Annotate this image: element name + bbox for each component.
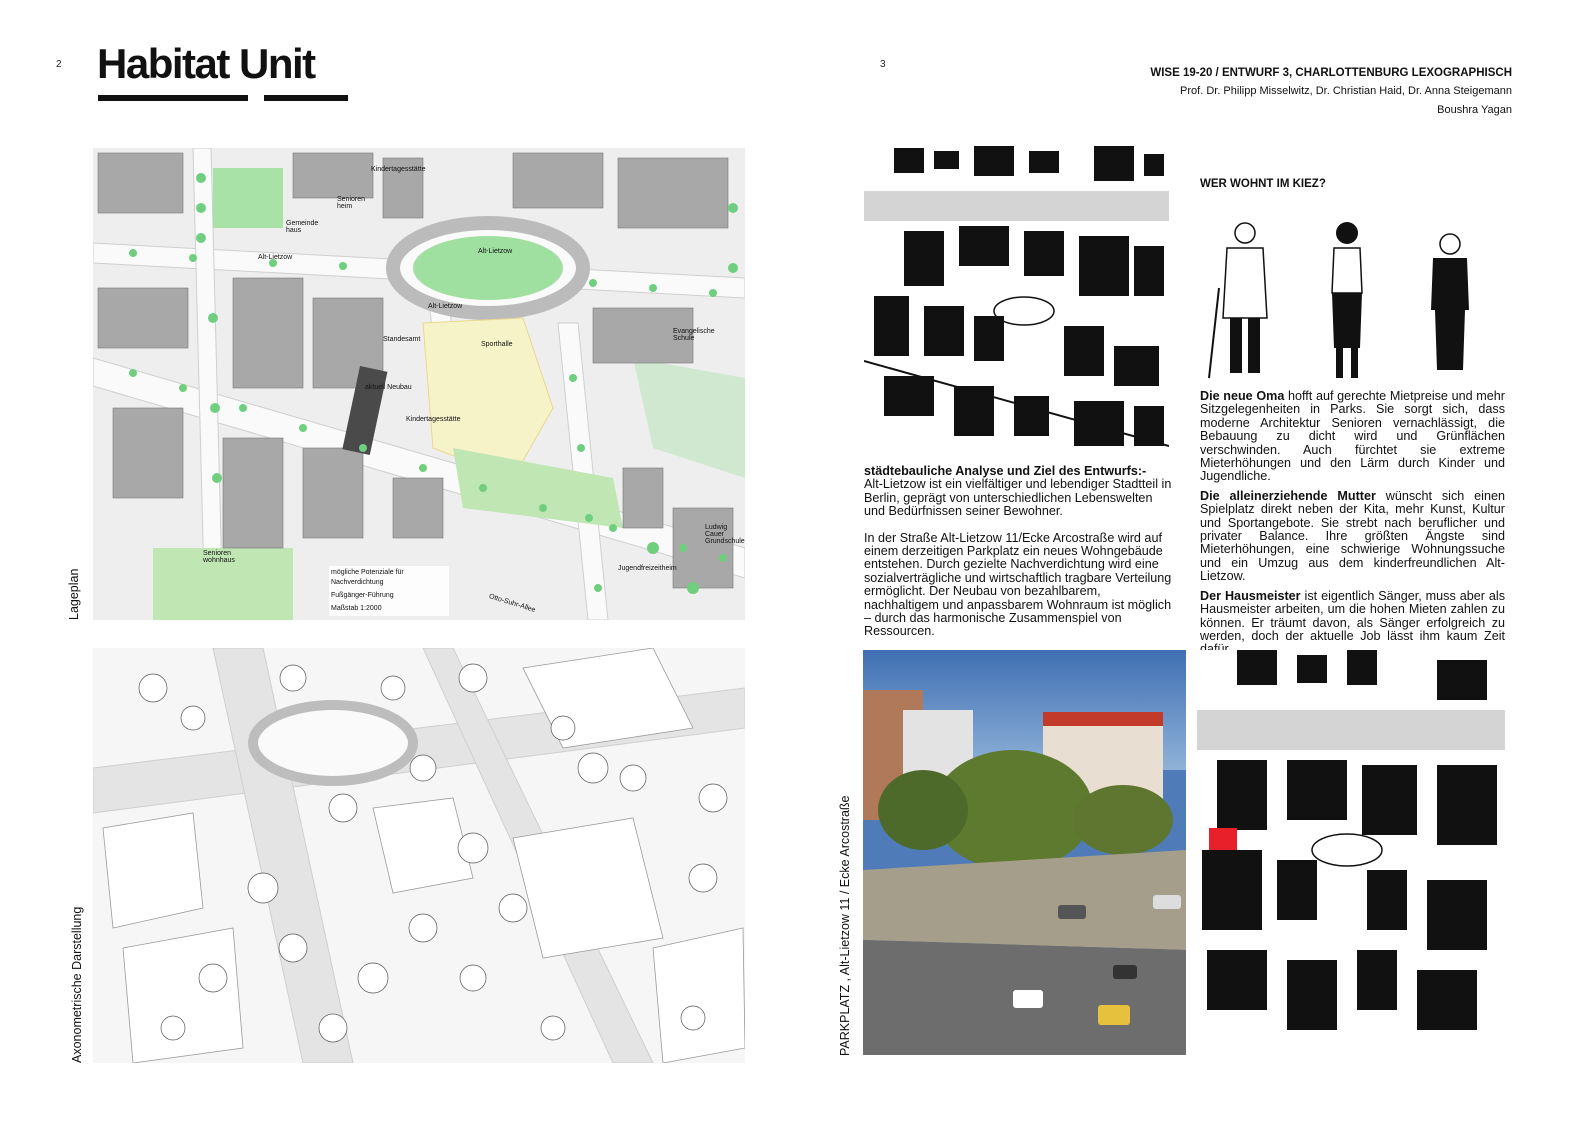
map-label-evangelische-schule: Evangelische Schule	[673, 328, 715, 342]
habitat-unit-logo	[97, 38, 315, 90]
persona-oma	[1200, 390, 1505, 484]
page-number-right: 3	[880, 59, 886, 70]
legend-scale: Maßstab 1:2000	[331, 605, 382, 612]
map-label-neubau: aktuell Neubau	[365, 384, 412, 391]
analysis-heading: städtebauliche Analyse und Ziel des Entwurfs:-	[864, 464, 1147, 478]
persona-mutter	[1200, 490, 1505, 584]
persona-mutter-figure	[1322, 218, 1372, 383]
map-label-senioren-wohnhaus: Senioren wohnhaus	[203, 550, 235, 564]
map-label-alt-lietzow-1: Alt-Lietzow	[258, 254, 293, 261]
parkplatz-photo	[863, 650, 1186, 1055]
lageplan-caption: Lageplan	[67, 568, 81, 620]
figure-ground-plan	[864, 146, 1169, 451]
persona-hausmeister-text: ist eigentlich Sänger, muss aber als Hausmeister arbeiten, um die hohen Mieten zahlen zu können. Er träumt davon, als Sänger erfolgreich zu werden, doch der aktuelle Job lässt ihm kaum Zeit	[1200, 588, 1505, 643]
student-name: Boushra Yagan	[1437, 104, 1512, 116]
persona-hausmeister	[1200, 590, 1505, 657]
course-title: WISE 19-20 / ENTWURF 3, CHARLOTTENBURG LEXOGRAPHISCH	[1150, 67, 1512, 79]
logo-word-habitat: Habitat	[97, 40, 229, 87]
map-label-kita-2: Kindertagesstätte	[406, 416, 461, 423]
map-label-senioren: Senioren heim	[337, 196, 366, 210]
legend-potenziale: mögliche Potenziale für Nachverdichtung	[331, 569, 404, 586]
photo-caption: PARKPLATZ , Alt-Lietzow 11 / Ecke Arcostraße	[838, 795, 852, 1056]
legend-fussgaenger: Fußgänger-Führung	[331, 592, 394, 599]
axo-caption: Axonometrische Darstellung	[70, 906, 84, 1063]
logo-underline-1	[98, 95, 248, 101]
course-authors: Prof. Dr. Philipp Misselwitz, Dr. Christian Haid, Dr. Anna Steigemann	[1180, 85, 1512, 97]
logo-underline-2	[264, 95, 348, 101]
map-legend	[329, 566, 449, 616]
persona-oma-text: hofft auf gerechte Mietpreise und mehr Sitzgelegenheiten in Parks. Sie sorgt sich, dass moderne Architektur Senioren vernachlässigt, die Bebauung zu dicht wird und Grünflächen verschwinden. Auch fürchtet sie extreme Mieterhöhungen und den Lärm durch Kinder und Jugendliche.	[1200, 389, 1505, 484]
persona-oma-name: Die neue Oma	[1200, 389, 1285, 403]
kiez-personas	[1200, 390, 1505, 657]
map-label-alt-lietzow-2: Alt-Lietzow	[478, 248, 513, 255]
analysis-text	[864, 465, 1174, 639]
persona-mutter-name: Die alleinerziehende Mutter	[1200, 488, 1376, 503]
map-label-jugendfreizeitheim: Jugendfreizeitheim	[618, 565, 677, 572]
map-label-alt-lietzow-3: Alt-Lietzow	[428, 303, 463, 310]
persona-hausmeister-figure	[1425, 230, 1475, 380]
figure-ground-site	[1197, 650, 1505, 1055]
map-label-standesamt: Standesamt	[383, 336, 421, 343]
persona-oma-figure	[1205, 218, 1285, 383]
map-label-kita: Kindertagesstätte	[371, 166, 426, 173]
axonometric-drawing	[93, 648, 745, 1063]
kiez-title: WER WOHNT IM KIEZ?	[1200, 178, 1326, 190]
map-label-gemeinde: Gemeinde haus	[286, 220, 319, 234]
analysis-body: In der Straße Alt-Lietzow 11/Ecke Arcostraße wird auf einem derzeitigen Parkplatz ein neues Wohngebäude entstehen. Durch gezielte Nachverdichtung wird eine sozialverträgliche und wirtschaftlich tragbare Verteilung ermöglicht. Der Neubau von bezahlbarem, nachhaltigem und anpassbarem Wohnraum ist möglich – durch das harmonische Zusammenspiel von Ressourcen.	[864, 530, 1172, 639]
logo-word-unit: Unit	[239, 40, 315, 87]
map-label-ludwig-cauer: Ludwig Cauer Grundschule	[705, 524, 745, 545]
page-number-left: 2	[56, 59, 62, 70]
lageplan-map	[93, 148, 745, 620]
map-label-sporthalle: Sporthalle	[481, 341, 513, 348]
persona-mutter-text: wünscht sich einen Spielplatz direkt neben der Kita, mehr Kunst, Kultur und Sportangebote. Sie strebt nach beruflicher und privater Balance. Ihre größten Ängste sind Mieterhöhungen, eine schwierige Wohnungssuche und ein Umzug aus dem kinderfreundlichen Alt-Lietzow.	[1200, 488, 1505, 584]
map-label-otto-suhr-allee: Otto-Suhr-Allee	[488, 593, 537, 614]
analysis-intro: Alt-Lietzow ist ein vielfältiger und lebendiger Stadtteil in Berlin, geprägt von unterschiedlichen Lebenswelten und Bedürfnissen seiner Bewohner.	[864, 477, 1172, 519]
persona-hausmeister-name: Der Hausmeister	[1200, 588, 1301, 603]
